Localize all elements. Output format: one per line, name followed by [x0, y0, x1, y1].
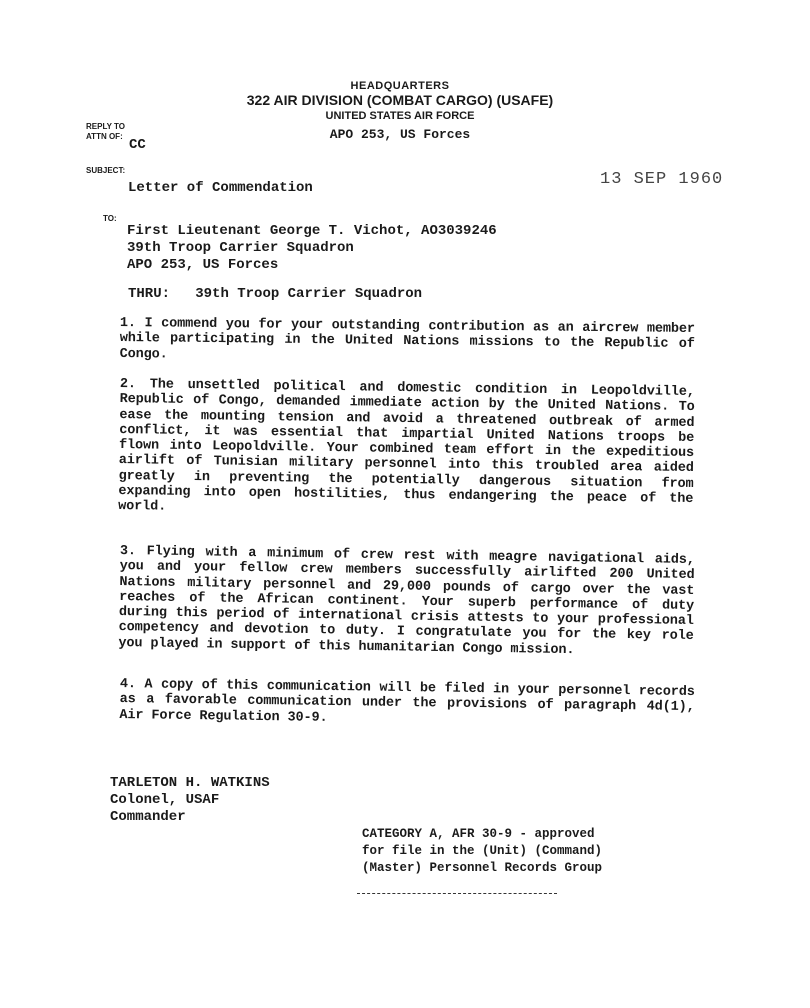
signer-name: TARLETON H. WATKINS	[110, 775, 270, 791]
thru-value: 39th Troop Carrier Squadron	[195, 286, 423, 302]
addressee-name: First Lieutenant George T. Vichot, AO3039246	[127, 223, 497, 239]
attn-of-label: ATTN OF:	[86, 132, 123, 141]
signer-title: Commander	[110, 809, 186, 825]
thru-line	[128, 286, 422, 302]
category-block	[362, 826, 602, 877]
addressee-apo: APO 253, US Forces	[127, 257, 279, 273]
header-headquarters: HEADQUARTERS	[350, 80, 450, 92]
paragraph-4: 4. A copy of this communication will be filed in your personnel records as a favorable communication under the provisions of paragraph 4d(1), Air Force Regulation 30-9.	[119, 677, 695, 726]
subject-label: SUBJECT:	[86, 166, 126, 175]
date-stamp: 13 SEP 1960	[600, 170, 724, 189]
addressee-block	[127, 223, 497, 274]
addressee-unit: 39th Troop Carrier Squadron	[127, 240, 354, 256]
thru-label: THRU:	[128, 286, 171, 302]
category-line-3: (Master) Personnel Records Group	[362, 861, 603, 875]
signer-rank: Colonel, USAF	[110, 792, 220, 808]
header-unit: 322 AIR DIVISION (COMBAT CARGO) (USAFE)	[246, 92, 554, 108]
category-divider	[357, 893, 557, 894]
header-apo: APO 253, US Forces	[329, 127, 471, 142]
paragraph-2: 2. The unsettled political and domestic condition in Leopoldville, Republic of Congo, demanded immediate action by the United Nations. To ease the mounting tension and avoid a threatened outbreak of armed conflict, it was essential that impartial United Nations troops be flown into Leopoldville. Your combined team effort in the expeditious airlift of Tunisian military personnel into this troubled area aided greatly in preventing the potentially dangerous situation from expanding into open hostilities, thus endangering the peace of the world.	[118, 377, 695, 516]
category-line-2: for file in the (Unit) (Command)	[362, 844, 603, 858]
paragraph-3: 3. Flying with a minimum of crew rest with meagre navigational aids, you and your fellow crew members successfully airlifted 200 United Nations military personnel and 29,000 pounds of cargo over the vast reaches of the African continent. Your superb performance of duty during this period of international crisis attests to your professional competency and devotion to duty. I congratulate you for the key role you played in support of this humanitarian Congo mission.	[118, 544, 695, 658]
subject-value: Letter of Commendation	[128, 180, 313, 196]
signature-block	[110, 775, 270, 826]
reply-to-label: REPLY TO	[86, 122, 125, 131]
to-label: TO:	[103, 214, 117, 223]
header-service: UNITED STATES AIR FORCE	[325, 110, 475, 122]
category-line-1: CATEGORY A, AFR 30-9 - approved	[362, 827, 595, 841]
paragraph-1: 1. I commend you for your outstanding contribution as an aircrew member while participating in the United Nations missions to the Republic of Congo.	[119, 316, 695, 363]
attn-of-value: CC	[129, 137, 146, 153]
